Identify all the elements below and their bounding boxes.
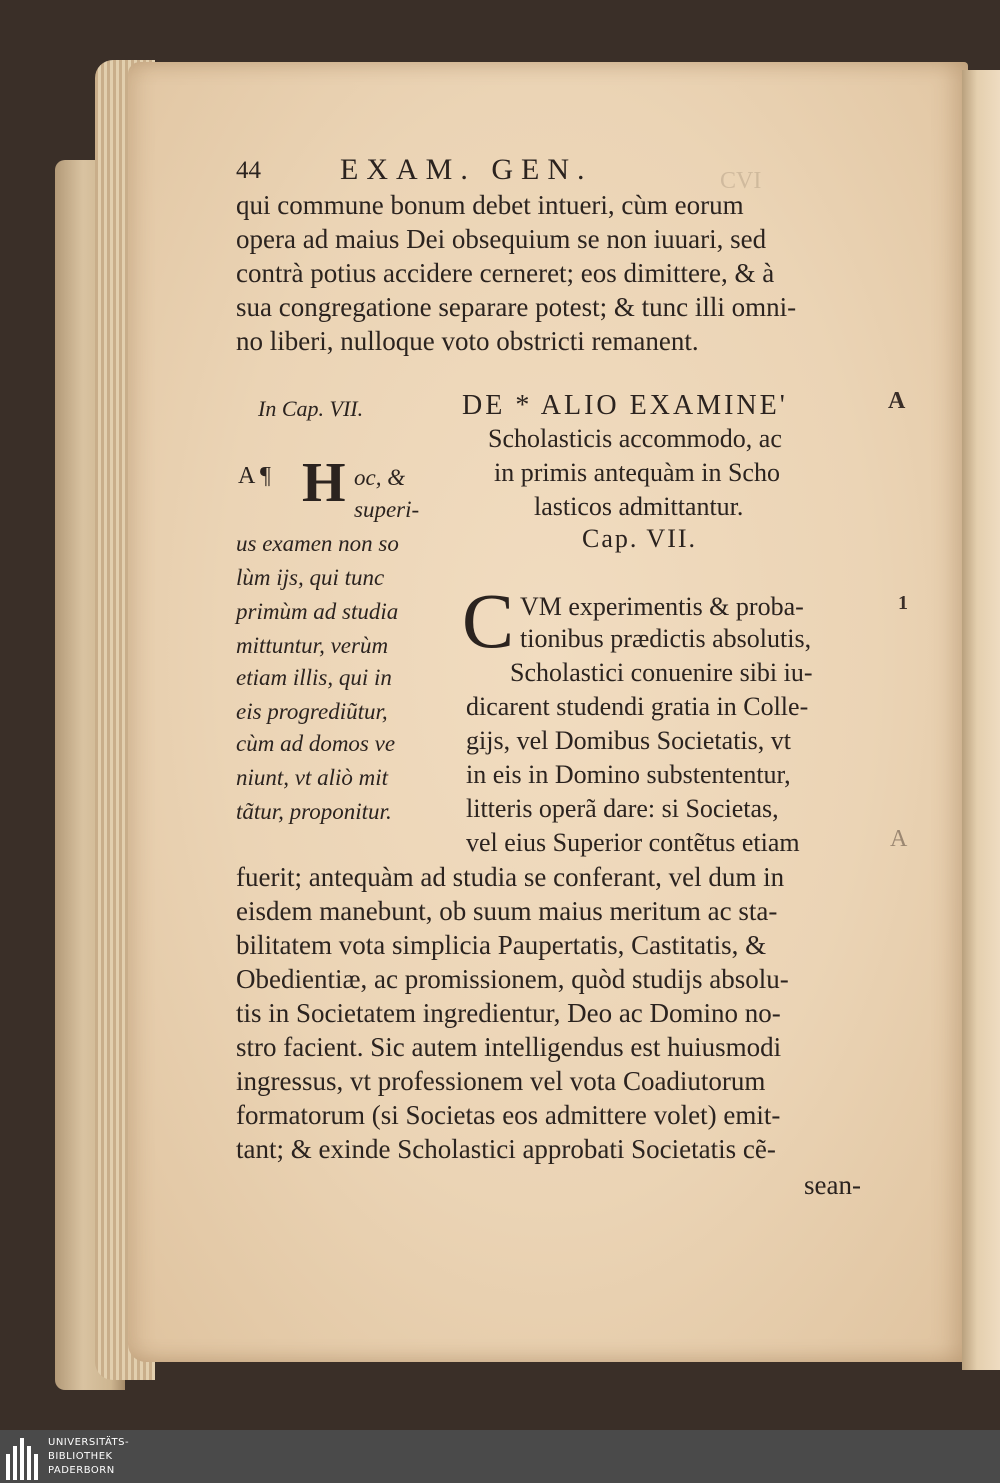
body-line: gijs, vel Domibus Societatis, vt bbox=[466, 726, 791, 755]
page-number: 44 bbox=[236, 157, 261, 184]
side-note-line: eis progrediũtur, bbox=[236, 699, 388, 724]
body-initial: C bbox=[462, 577, 515, 664]
side-note-initial: H bbox=[302, 452, 346, 514]
side-note-line: tãtur, proponitur. bbox=[236, 799, 392, 824]
chapter-title: DE * ALIO EXAMINE' bbox=[462, 390, 788, 421]
body-line: tionibus prædictis absolutis, bbox=[520, 624, 812, 653]
body-line: Scholastici conuenire sibi iu- bbox=[510, 658, 813, 687]
side-note-line: superi- bbox=[354, 497, 420, 522]
side-note-line: lùm ijs, qui tunc bbox=[236, 565, 385, 590]
body-line: bilitatem vota simplicia Paupertatis, Castitatis, & bbox=[236, 930, 767, 960]
body-line: in eis in Domino substententur, bbox=[466, 760, 791, 789]
body-line: litteris operã dare: si Societas, bbox=[466, 794, 779, 823]
body-line: ingressus, vt professionem vel vota Coadiutorum bbox=[236, 1066, 766, 1096]
side-note-line: primùm ad studia bbox=[236, 599, 399, 624]
facing-page-edge bbox=[962, 70, 1000, 1370]
catchword: sean- bbox=[804, 1170, 861, 1200]
library-logo-icon bbox=[6, 1436, 42, 1480]
body-line: VM experimentis & proba- bbox=[520, 592, 804, 621]
library-name-line: BIBLIOTHEK bbox=[48, 1451, 113, 1462]
chapter-title-line: lasticos admittantur. bbox=[534, 492, 744, 521]
body-line: Obedientiæ, ac promissionem, quòd studijs absolu- bbox=[236, 964, 789, 994]
side-note-line: niunt, vt aliò mit bbox=[236, 765, 389, 790]
margin-letter-faint: A bbox=[890, 826, 908, 852]
chapter-title-line: in primis antequàm in Scho bbox=[494, 458, 780, 487]
chapter-number: Cap. VII. bbox=[582, 524, 698, 553]
text-line: sua congregatione separare potest; & tunc illi omni- bbox=[236, 292, 797, 322]
side-note-line: us examen non so bbox=[236, 531, 399, 556]
side-note-line: cùm ad domos ve bbox=[236, 731, 396, 756]
library-name-line: UNIVERSITÄTS- bbox=[48, 1437, 130, 1448]
chapter-title-line: Scholasticis accommodo, ac bbox=[488, 424, 782, 453]
library-footer-bar bbox=[0, 1430, 1000, 1483]
text-line: qui commune bonum debet intueri, cùm eorum bbox=[236, 190, 744, 220]
side-note-line: oc, & bbox=[354, 465, 406, 490]
running-title: EXAM. GEN. bbox=[340, 153, 593, 186]
body-line: tant; & exinde Scholastici approbati Societatis cẽ- bbox=[236, 1134, 776, 1164]
body-line: fuerit; antequàm ad studia se conferant, vel dum in bbox=[236, 862, 785, 892]
library-name-line: PADERBORN bbox=[48, 1465, 115, 1476]
margin-numeral: 1 bbox=[898, 592, 908, 614]
body-line: formatorum (si Societas eos admittere volet) emit- bbox=[236, 1100, 781, 1130]
body-line: vel eius Superior contẽtus etiam bbox=[466, 828, 800, 857]
text-line: no liberi, nulloque voto obstricti remanent. bbox=[236, 326, 699, 356]
text-line: opera ad maius Dei obsequium se non iuuari, sed bbox=[236, 224, 767, 254]
side-note-line: mittuntur, verùm bbox=[236, 633, 389, 658]
body-line: dicarent studendi gratia in Colle- bbox=[466, 692, 809, 721]
side-heading: In Cap. VII. bbox=[258, 396, 364, 421]
text-line: contrà potius accidere cerneret; eos dimittere, & à bbox=[236, 258, 775, 288]
body-line: eisdem manebunt, ob suum maius meritum ac sta- bbox=[236, 896, 778, 926]
margin-letter: A bbox=[888, 388, 906, 414]
side-note-mark: A ¶ bbox=[238, 463, 271, 489]
side-note-line: etiam illis, qui in bbox=[236, 665, 392, 690]
body-line: tis in Societatem ingredientur, Deo ac Domino no- bbox=[236, 998, 781, 1028]
bleed-through: CVI bbox=[720, 168, 762, 194]
body-line: stro facient. Sic autem intelligendus est huiusmodi bbox=[236, 1032, 782, 1062]
